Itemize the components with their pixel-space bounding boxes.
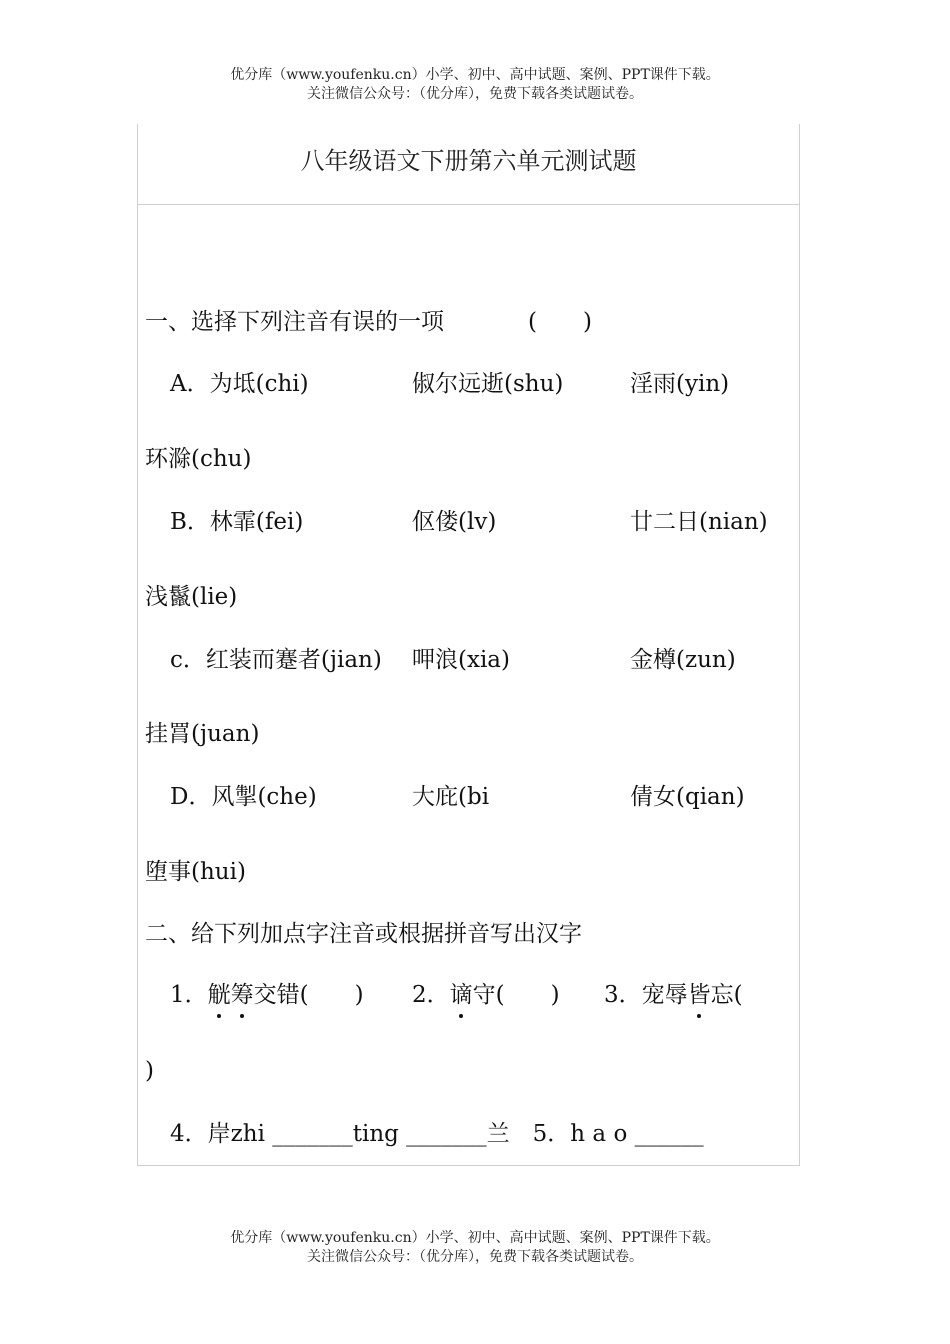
q1-option-d3: 倩女(qian) xyxy=(630,784,745,810)
q1-option-b2: 伛偻(lv) xyxy=(412,509,497,535)
q1-option-a2: 俶尔远逝(shu) xyxy=(412,371,564,397)
q2-item-3-pre: 宠辱 xyxy=(641,982,688,1008)
q1-answer-blank: ( ) xyxy=(528,309,592,335)
q1-heading: 一、选择下列注音有误的一项 xyxy=(145,309,444,335)
q2-item-3 xyxy=(604,980,743,1010)
q1-option-d2: 大庇(bi xyxy=(412,784,490,810)
q2-item-1-num: 1． xyxy=(170,982,208,1008)
q1-option-d4: 堕事(hui) xyxy=(145,859,246,885)
q2-item-2-dotted-char: 谪 xyxy=(449,982,473,1008)
q2-item-2-rest: 守( ) xyxy=(472,982,560,1008)
q2-item-1-rest: 交错( ) xyxy=(253,982,364,1008)
q2-item-3-rest: 忘( xyxy=(710,982,743,1008)
watermark-line2: 关注微信公众号：（优分库），免费下载各类试题试卷。 xyxy=(307,86,643,102)
q1-option-c2: 呷浪(xia) xyxy=(412,647,510,673)
q2-item-1 xyxy=(170,980,364,1010)
title-row xyxy=(137,124,800,205)
q2-item-2 xyxy=(412,980,560,1010)
watermark-header xyxy=(0,66,950,104)
q1-option-c1: c．红装而蹇者(jian) xyxy=(170,647,382,673)
q1-option-d1: D．风掣(che) xyxy=(170,784,317,810)
page-title: 八年级语文下册第六单元测试题 xyxy=(300,147,637,175)
q1-option-a1: A．为坻(chi) xyxy=(170,371,309,397)
q2-heading: 二、给下列加点字注音或根据拼音写出汉字 xyxy=(145,921,582,947)
q2-item-2-num: 2． xyxy=(412,982,450,1008)
q1-option-a3: 淫雨(yin) xyxy=(630,371,730,397)
q2-line-4: 4．岸zhi _______ting _______兰 5．h a o ______ xyxy=(170,1121,704,1147)
q1-option-a4: 环滁(chu) xyxy=(145,446,252,472)
watermark-line1: 优分库（www.youfenku.cn）小学、初中、高中试题、案例、PPT课件下载。 xyxy=(230,67,720,83)
watermark-footer-line1: 优分库（www.youfenku.cn）小学、初中、高中试题、案例、PPT课件下载。 xyxy=(230,1230,720,1246)
q2-item-1-dotted-char: 觥 xyxy=(207,982,231,1008)
q1-option-b4: 浅鬣(lie) xyxy=(145,584,238,610)
q2-item-3-num: 3． xyxy=(604,982,642,1008)
q1-option-b1: B．林霏(fei) xyxy=(170,509,304,535)
q1-option-c4: 挂罥(juan) xyxy=(145,721,260,747)
q2-item-1-dotted-char-2: 筹 xyxy=(230,982,254,1008)
watermark-footer-line2: 关注微信公众号：（优分库），免费下载各类试题试卷。 xyxy=(307,1249,643,1265)
q1-option-b3: 廿二日(nian) xyxy=(630,509,768,535)
q1-option-c3: 金樽(zun) xyxy=(630,647,736,673)
q2-item-3-close: ) xyxy=(145,1058,154,1084)
q2-item-3-dotted-char: 皆 xyxy=(687,982,711,1008)
watermark-footer xyxy=(0,1229,950,1267)
